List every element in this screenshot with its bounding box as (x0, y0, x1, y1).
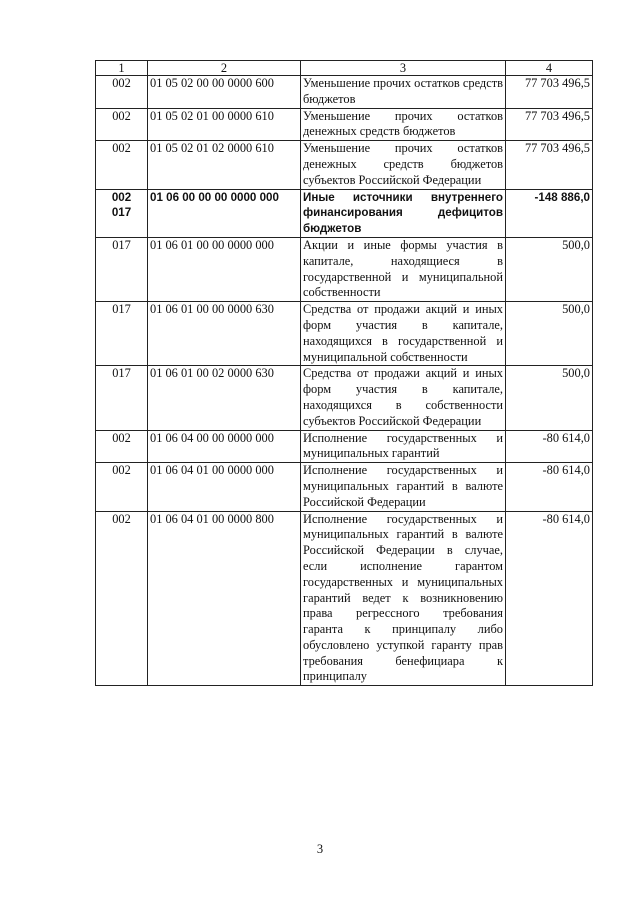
admin-code: 002 (111, 190, 132, 204)
amount-cell: -80 614,0 (506, 511, 593, 686)
classification-code-cell: 01 05 02 01 02 0000 610 (148, 141, 301, 189)
table-row (96, 302, 593, 366)
classification-code-cell: 01 05 02 00 00 0000 600 (148, 76, 301, 109)
admin-code-cell (96, 430, 148, 463)
table-header-row (96, 61, 593, 76)
page-number: 3 (316, 842, 324, 856)
table-body (96, 76, 593, 686)
budget-sources-table (95, 60, 593, 686)
classification-code-cell: 01 06 01 00 02 0000 630 (148, 366, 301, 430)
admin-code-cell (96, 189, 148, 237)
amount-cell: 77 703 496,5 (506, 141, 593, 189)
source-name-cell: Исполнение государственных и муниципальных гарантий в валюте Российской Федерации (301, 463, 506, 511)
source-name-cell: Иные источники внутреннего финансирования дефицитов бюджетов (301, 189, 506, 237)
source-name-cell: Уменьшение прочих остатков денежных средств бюджетов (301, 108, 506, 141)
admin-code: 017 (111, 206, 132, 220)
table-row (96, 511, 593, 686)
header-col-4: 4 (506, 61, 593, 76)
amount-cell: 77 703 496,5 (506, 76, 593, 109)
admin-code: 002 (112, 141, 131, 156)
classification-code-cell: 01 06 01 00 00 0000 000 (148, 237, 301, 301)
table-row (96, 76, 593, 109)
amount-cell: 500,0 (506, 237, 593, 301)
source-name-cell: Средства от продажи акций и иных форм участия в капитале, находящихся в государственной и муниципальной собственности (301, 302, 506, 366)
source-name-cell: Исполнение государственных и муниципальных гарантий (301, 430, 506, 463)
amount-cell: -148 886,0 (506, 189, 593, 237)
amount-cell: -80 614,0 (506, 430, 593, 463)
table-row (96, 366, 593, 430)
amount-cell: -80 614,0 (506, 463, 593, 511)
amount-cell: 500,0 (506, 366, 593, 430)
admin-code-cell (96, 237, 148, 301)
admin-code: 002 (112, 108, 131, 123)
admin-code-cell (96, 366, 148, 430)
admin-code: 017 (112, 302, 131, 317)
admin-code: 002 (112, 430, 131, 445)
classification-code-cell: 01 06 04 01 00 0000 000 (148, 463, 301, 511)
admin-code-cell (96, 302, 148, 366)
table-row (96, 430, 593, 463)
admin-code: 002 (112, 511, 131, 526)
admin-code-cell (96, 76, 148, 109)
classification-code-cell: 01 06 04 01 00 0000 800 (148, 511, 301, 686)
admin-code-cell (96, 141, 148, 189)
table-row (96, 141, 593, 189)
admin-code-cell (96, 511, 148, 686)
classification-code-cell: 01 06 00 00 00 0000 000 (148, 189, 301, 237)
source-name-cell: Исполнение государственных и муниципальных гарантий в валюте Российской Федерации в случае, если исполнение гарантом государственных и муниципальных гарантий ведет к возникновению права регрессного требования гаранта к принципалу либо обусловлено уступкой гаранту прав требования бенефициара к принципалу (301, 511, 506, 686)
admin-code: 002 (112, 76, 131, 90)
admin-code: 017 (112, 237, 131, 252)
source-name-cell: Уменьшение прочих остатков денежных средств бюджетов субъектов Российской Федерации (301, 141, 506, 189)
admin-code-cell (96, 108, 148, 141)
source-name-cell: Акции и иные формы участия в капитале, находящиеся в государственной и муниципальной собственности (301, 237, 506, 301)
classification-code-cell: 01 06 01 00 00 0000 630 (148, 302, 301, 366)
table-row (96, 463, 593, 511)
amount-cell: 77 703 496,5 (506, 108, 593, 141)
table-row (96, 108, 593, 141)
source-name-cell: Средства от продажи акций и иных форм участия в капитале, находящихся в собственности субъектов Российской Федерации (301, 366, 506, 430)
header-col-1: 1 (96, 61, 148, 76)
amount-cell: 500,0 (506, 302, 593, 366)
source-name-cell: Уменьшение прочих остатков средств бюджетов (301, 76, 506, 109)
classification-code-cell: 01 05 02 01 00 0000 610 (148, 108, 301, 141)
classification-code-cell: 01 06 04 00 00 0000 000 (148, 430, 301, 463)
header-col-3: 3 (301, 61, 506, 76)
admin-code-cell (96, 463, 148, 511)
table-row (96, 189, 593, 237)
admin-code: 002 (112, 463, 131, 478)
header-col-2: 2 (148, 61, 301, 76)
table-row (96, 237, 593, 301)
admin-code: 017 (112, 366, 131, 381)
